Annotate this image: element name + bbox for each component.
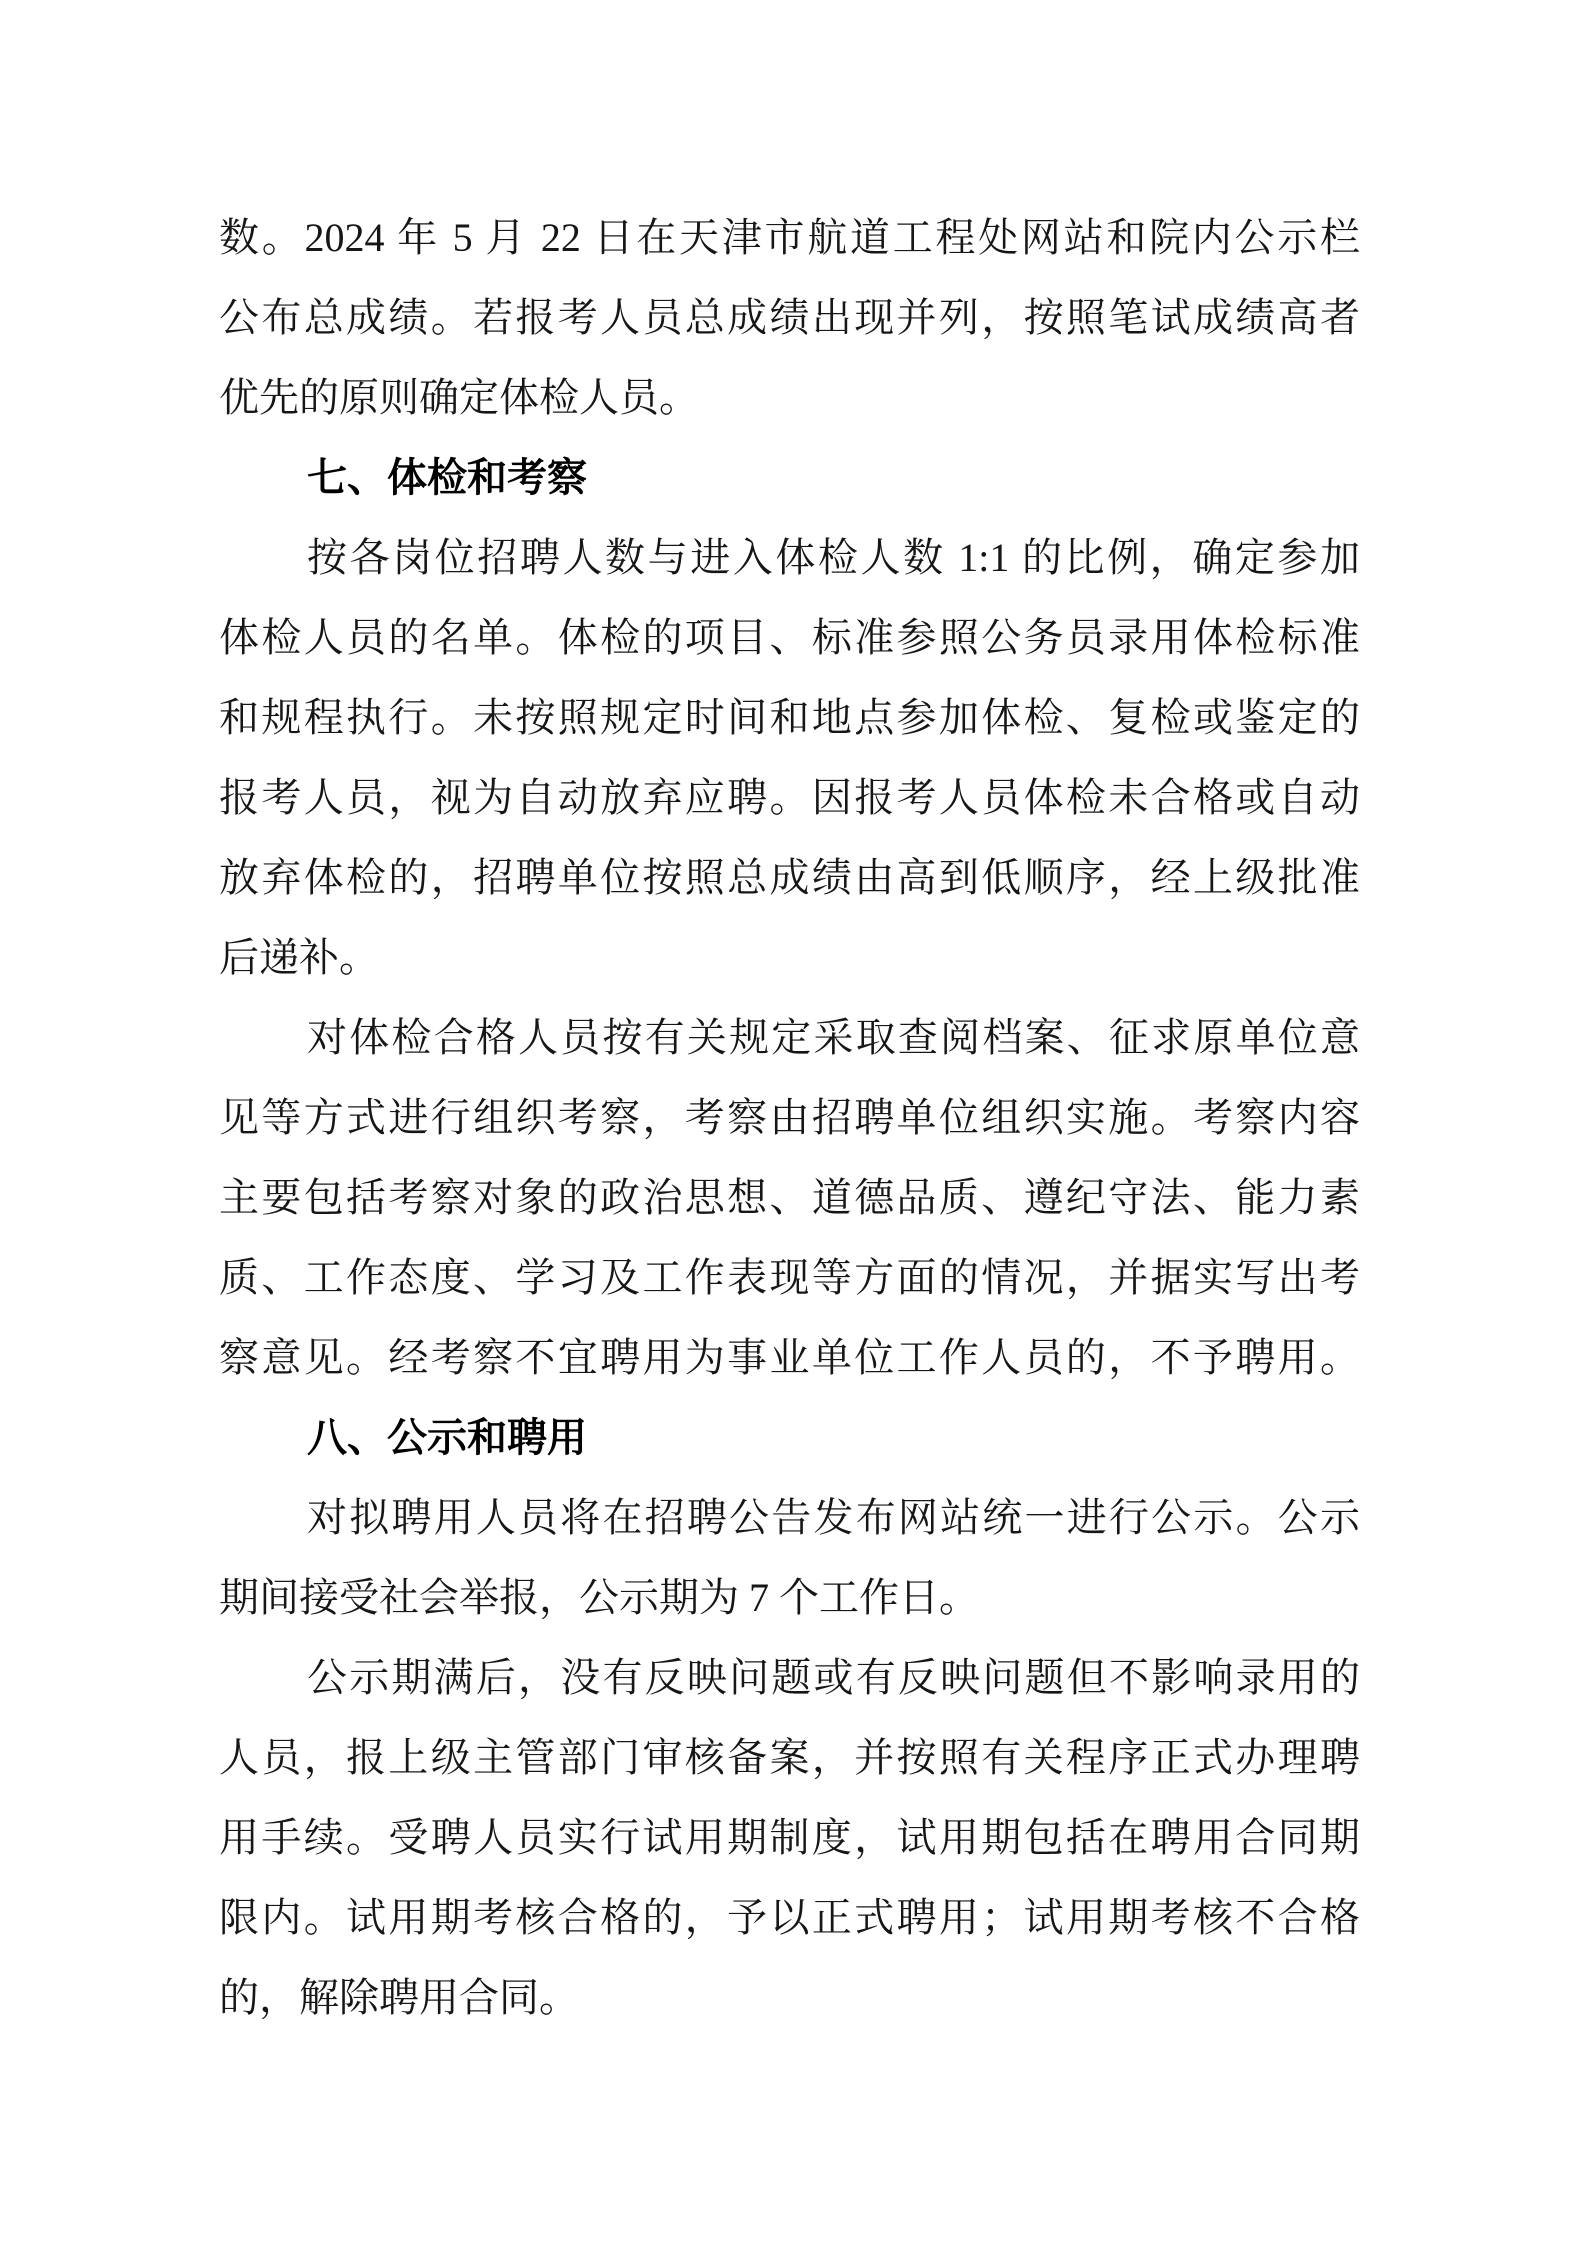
paragraph-employment bbox=[219, 1638, 1360, 2038]
text-line: 的，解除聘用合同。 bbox=[219, 1975, 579, 2020]
text-line: 体检人员的名单。体检的项目、标准参照公务员录用体检标准 bbox=[219, 615, 1360, 660]
section-heading-publicity-employment: 八、公示和聘用 bbox=[307, 1416, 587, 1460]
text-line: 质、工作态度、学习及工作表现等方面的情况，并据实写出考 bbox=[219, 1255, 1360, 1300]
section-heading-medical-exam-inspection: 七、体检和考察 bbox=[307, 456, 587, 500]
text-line: 数。2024 年 5 月 22 日在天津市航道工程处网站和院内公示栏 bbox=[219, 215, 1360, 260]
paragraph-medical-exam bbox=[219, 518, 1360, 998]
text-line: 对体检合格人员按有关规定采取查阅档案、征求原单位意 bbox=[307, 1015, 1360, 1060]
text-line: 见等方式进行组织考察，考察由招聘单位组织实施。考察内容 bbox=[219, 1095, 1360, 1140]
text-line: 限内。试用期考核合格的，予以正式聘用；试用期考核不合格 bbox=[219, 1895, 1360, 1940]
text-line: 优先的原则确定体检人员。 bbox=[219, 375, 699, 420]
paragraph-inspection bbox=[219, 998, 1360, 1398]
text-line: 和规程执行。未按照规定时间和地点参加体检、复检或鉴定的 bbox=[219, 695, 1360, 740]
text-line: 公示期满后，没有反映问题或有反映问题但不影响录用的 bbox=[307, 1655, 1360, 1700]
text-line: 报考人员，视为自动放弃应聘。因报考人员体检未合格或自动 bbox=[219, 775, 1360, 820]
text-line: 主要包括考察对象的政治思想、道德品质、遵纪守法、能力素 bbox=[219, 1175, 1360, 1220]
text-line: 公布总成绩。若报考人员总成绩出现并列，按照笔试成绩高者 bbox=[219, 295, 1360, 340]
text-line: 放弃体检的，招聘单位按照总成绩由高到低顺序，经上级批准 bbox=[219, 855, 1360, 900]
paragraph-continuation bbox=[219, 198, 1360, 438]
paragraph-publicity bbox=[219, 1478, 1360, 1638]
text-line: 察意见。经考察不宜聘用为事业单位工作人员的，不予聘用。 bbox=[219, 1335, 1360, 1380]
text-line: 按各岗位招聘人数与进入体检人数 1:1 的比例，确定参加 bbox=[307, 535, 1360, 580]
text-line: 期间接受社会举报，公示期为 7 个工作日。 bbox=[219, 1575, 979, 1620]
document-body bbox=[219, 198, 1360, 2038]
text-line: 对拟聘用人员将在招聘公告发布网站统一进行公示。公示 bbox=[307, 1495, 1360, 1540]
text-line: 后递补。 bbox=[219, 935, 379, 980]
text-line: 人员，报上级主管部门审核备案，并按照有关程序正式办理聘 bbox=[219, 1735, 1360, 1780]
text-line: 用手续。受聘人员实行试用期制度，试用期包括在聘用合同期 bbox=[219, 1815, 1360, 1860]
